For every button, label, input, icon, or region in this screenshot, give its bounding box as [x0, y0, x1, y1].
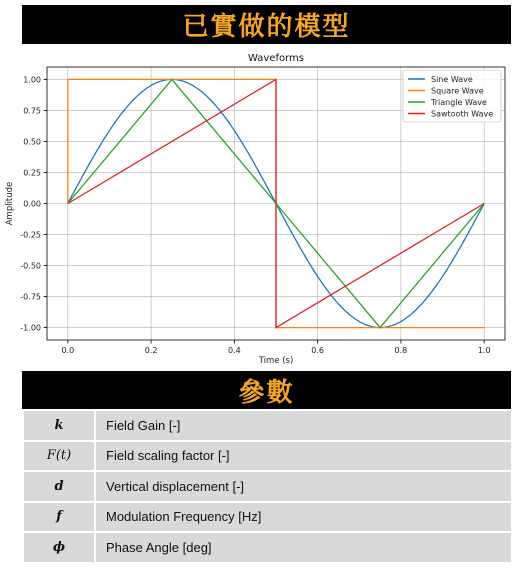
param-symbol: d	[24, 471, 95, 502]
chart-svg	[0, 44, 513, 370]
y-tick-label: 0.75	[23, 106, 41, 116]
legend-label: Sine Wave	[431, 75, 473, 84]
x-tick-label: 0.8	[394, 346, 408, 355]
x-tick-label: 0.0	[61, 346, 75, 355]
x-tick-label: 0.6	[311, 346, 325, 355]
x-tick-label: 0.2	[144, 346, 158, 355]
param-symbol: ϕ	[24, 532, 95, 563]
y-tick-label: -1.00	[20, 323, 41, 333]
param-symbol: f	[24, 502, 95, 533]
param-row	[24, 502, 511, 533]
y-axis-label: Amplitude	[5, 181, 15, 226]
param-symbol: F(t)	[24, 441, 95, 472]
legend-label: Triangle Wave	[431, 98, 487, 107]
params-table	[24, 411, 511, 564]
param-row	[24, 411, 511, 441]
param-description: Field Gain [-]	[95, 411, 511, 441]
y-tick-label: 0.50	[23, 137, 41, 147]
param-description: Field scaling factor [-]	[95, 441, 511, 472]
param-row	[24, 532, 511, 563]
y-tick-label: -0.75	[20, 292, 41, 302]
title-banner: 已實做的模型	[22, 5, 511, 44]
y-tick-label: 0.25	[23, 168, 41, 178]
param-description: Phase Angle [deg]	[95, 532, 511, 563]
param-row	[24, 441, 511, 472]
legend-label: Sawtooth Wave	[431, 109, 494, 119]
y-tick-label: -0.50	[20, 261, 41, 271]
waveforms-chart	[0, 44, 513, 370]
x-tick-label: 0.4	[227, 346, 241, 355]
x-axis-label: Time (s)	[258, 356, 294, 366]
y-tick-label: 1.00	[23, 75, 41, 85]
y-tick-label: -0.25	[20, 230, 41, 240]
y-tick-label: 0.00	[23, 199, 41, 209]
param-symbol: k	[24, 411, 95, 441]
params-banner: 參數	[22, 371, 511, 409]
x-tick-label: 1.0	[477, 346, 491, 355]
param-row	[24, 471, 511, 502]
param-description: Vertical displacement [-]	[95, 471, 511, 502]
chart-title: Waveforms	[248, 53, 304, 64]
param-description: Modulation Frequency [Hz]	[95, 502, 511, 533]
legend-label: Square Wave	[431, 86, 484, 96]
